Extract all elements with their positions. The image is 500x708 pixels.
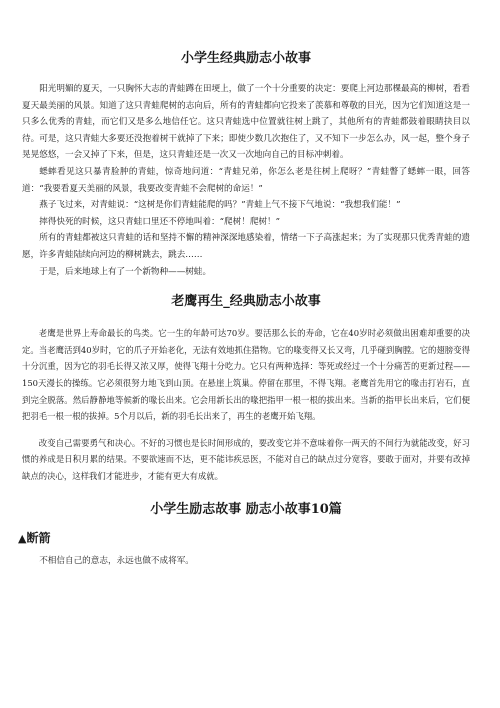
paragraph: 阳光明媚的夏天，一只胸怀大志的青蛙蹲在田埂上，做了一个十分重要的决定：要爬上河边那棵最高的柳树，看看夏天最美丽的风景。知道了这只青蛙爬树的志向后，所有的青蛙都向它投来了羡慕和尊敬的目光，因为它们知道这是一只多么优秀的青蛙，而它们又是多么地信任它。这只青蛙选中位置就往树上跳了，其他所有的青蛙都鼓着眼睛抉目以待。可是，这只青蛙大多要还没抱着树干就掉了下来；即使少数几次抱住了，又不知下一步怎么办，风一起，整个身子晃晃悠悠，一会又掉了下来，但是，这只青蛙还是一次又一次地向自己的目标冲刺着。 <box>22 84 470 161</box>
paragraph: 摔得快死的时候，这只青蛙口里还不停地叫着：“爬树！爬树！” <box>39 216 281 227</box>
paragraph: 所有的青蛙都被这只青蛙的话和坚持不懈的精神深深地感染着，情绪一下子高涨起来；为了实现那只优秀青蛙的遗愿，许多青蛙陆续向河边的柳树跳去，跳去…… <box>22 233 470 260</box>
paragraph: 于是，后来地球上有了一个新物种——树蛙。 <box>39 266 212 277</box>
paragraph: 燕子飞过来，对青蛙说：“这树是你们青蛙能爬的吗？”青蛙上气不接下气地说：“我想我们能！” <box>39 200 401 211</box>
paragraph-gap <box>22 425 470 435</box>
triangle-marker-icon: ▲ <box>18 532 27 546</box>
paragraph: 老鹰是世界上寿命最长的鸟类。它一生的年龄可达70岁。要活那么长的寿命，它在40岁时必须做出困难却重要的决定。当老鹰活到40岁时，它的爪子开始老化，无法有效地抓住猎物。它的喙变得又长又弯，几乎碰到胸膛。它的翅膀变得十分沉重，因为它的羽毛长得又浓又厚，使得飞翔十分吃力。它只有两种选择：等死或经过一个十分痛苦的更新过程——150天漫长的操练。它必须很努力地飞到山顶。在悬崖上筑巢。停留在那里，不得飞翔。老鹰首先用它的喙击打岩石，直到完全脱落。然后静静地等候新的喙长出来。它会用新长出的喙把指甲一根一根的拔出来。当新的指甲长出来后，它们便把羽毛一根一根的拔掉。5个月以后，新的羽毛长出来了，再生的老鹰开始飞翔。 <box>22 328 470 422</box>
section-body-eagle <box>22 325 470 484</box>
section-title-eagle: 老鹰再生_经典励志小故事 <box>171 294 321 310</box>
section-body-frog <box>22 81 470 280</box>
section-title-frog: 小学生经典励志小故事 <box>180 51 311 66</box>
paragraph: 不相信自己的意志，永远也做不成将军。 <box>39 556 194 567</box>
story-subheading <box>18 530 470 547</box>
paragraph: 蟋蟀看见这只暴青脸肿的青蛙，惊奇地问道：“青蛙兄弟，你怎么老是往树上爬呀？”青蛙瞥了蟋蟀一眼，回答道：“我要看夏天美丽的风景，我要改变青蛙不会爬树的命运！” <box>22 166 470 194</box>
section-title-ten-stories: 小学生励志故事 励志小故事10篇 <box>150 502 342 518</box>
section-body-broken-arrow <box>22 553 470 569</box>
subheading-text: 断箭 <box>26 531 51 546</box>
paragraph: 改变自己需要勇气和决心。不好的习惯也是长时间形成的，要改变它并不意味着你一两天的不间行为就能改变，好习惯的养成是日积月累的结果。不要欲速而不达，更不能讳疾忌医，不能对自己的缺点过分宽容，要敢于面对，并要有改掉缺点的决心，这样我们才能进步，才能有更大有成就。 <box>22 437 470 481</box>
